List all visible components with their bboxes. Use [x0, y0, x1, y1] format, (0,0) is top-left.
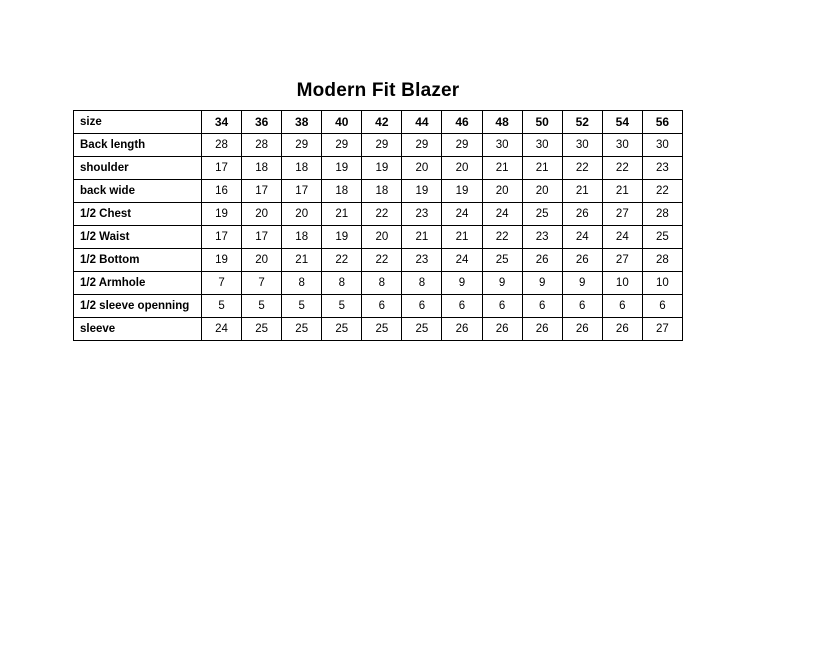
table-cell: 6: [362, 295, 402, 318]
table-cell: 19: [202, 249, 242, 272]
table-cell: 20: [362, 226, 402, 249]
table-cell: 30: [522, 134, 562, 157]
table-cell: 26: [482, 318, 522, 341]
table-row: [74, 180, 683, 203]
table-cell: 21: [282, 249, 322, 272]
table-cell: 21: [442, 226, 482, 249]
table-cell: 29: [402, 134, 442, 157]
table-cell: 21: [602, 180, 642, 203]
column-header-size: size: [74, 111, 202, 134]
table-cell: 25: [322, 318, 362, 341]
table-cell: 30: [642, 134, 682, 157]
row-header-label: 1/2 Waist: [74, 226, 202, 249]
table-cell: 6: [562, 295, 602, 318]
table-cell: 9: [482, 272, 522, 295]
table-cell: 10: [642, 272, 682, 295]
table-cell: 18: [282, 157, 322, 180]
table-cell: 6: [442, 295, 482, 318]
column-header-size-38: 38: [282, 111, 322, 134]
row-header-label: shoulder: [74, 157, 202, 180]
table-cell: 22: [362, 203, 402, 226]
page-title: Modern Fit Blazer: [296, 80, 460, 101]
table-cell: 18: [282, 226, 322, 249]
table-cell: 18: [242, 157, 282, 180]
table-header: [74, 111, 683, 134]
table-cell: 25: [642, 226, 682, 249]
table-cell: 28: [202, 134, 242, 157]
table-cell: 23: [402, 249, 442, 272]
table-cell: 26: [562, 249, 602, 272]
table-cell: 22: [322, 249, 362, 272]
table-cell: 19: [322, 226, 362, 249]
column-header-size-36: 36: [242, 111, 282, 134]
table-cell: 24: [442, 249, 482, 272]
table-cell: 25: [362, 318, 402, 341]
column-header-size-48: 48: [482, 111, 522, 134]
table-header-row: [74, 111, 683, 134]
column-header-size-42: 42: [362, 111, 402, 134]
table-cell: 17: [282, 180, 322, 203]
table-row: [74, 203, 683, 226]
table-cell: 27: [602, 203, 642, 226]
table-cell: 29: [282, 134, 322, 157]
table-cell: 6: [642, 295, 682, 318]
column-header-size-34: 34: [202, 111, 242, 134]
table-cell: 16: [202, 180, 242, 203]
table-cell: 27: [642, 318, 682, 341]
table-body: [74, 134, 683, 341]
table-cell: 27: [602, 249, 642, 272]
table-cell: 21: [322, 203, 362, 226]
table-cell: 19: [442, 180, 482, 203]
table-cell: 9: [562, 272, 602, 295]
table-cell: 22: [482, 226, 522, 249]
table-row: [74, 272, 683, 295]
table-cell: 25: [522, 203, 562, 226]
table-cell: 24: [482, 203, 522, 226]
table-cell: 24: [602, 226, 642, 249]
table-cell: 21: [482, 157, 522, 180]
table-cell: 20: [282, 203, 322, 226]
table-row: [74, 318, 683, 341]
table-cell: 5: [242, 295, 282, 318]
table-cell: 5: [322, 295, 362, 318]
table-cell: 18: [362, 180, 402, 203]
table-cell: 17: [242, 180, 282, 203]
table-cell: 8: [402, 272, 442, 295]
table-cell: 30: [482, 134, 522, 157]
table-cell: 5: [282, 295, 322, 318]
row-header-label: 1/2 Chest: [74, 203, 202, 226]
table-cell: 29: [362, 134, 402, 157]
table-cell: 5: [202, 295, 242, 318]
table-cell: 24: [442, 203, 482, 226]
table-cell: 20: [522, 180, 562, 203]
row-header-label: back wide: [74, 180, 202, 203]
table-cell: 21: [562, 180, 602, 203]
table-cell: 19: [402, 180, 442, 203]
column-header-size-50: 50: [522, 111, 562, 134]
table-row: [74, 226, 683, 249]
table-cell: 24: [562, 226, 602, 249]
table-cell: 25: [482, 249, 522, 272]
table-row: [74, 157, 683, 180]
table-cell: 26: [562, 318, 602, 341]
table-cell: 26: [442, 318, 482, 341]
table-cell: 28: [642, 203, 682, 226]
table-cell: 25: [402, 318, 442, 341]
column-header-size-54: 54: [602, 111, 642, 134]
table-cell: 17: [202, 226, 242, 249]
table-cell: 29: [442, 134, 482, 157]
table-row: [74, 295, 683, 318]
column-header-size-46: 46: [442, 111, 482, 134]
table-cell: 19: [322, 157, 362, 180]
table-cell: 20: [402, 157, 442, 180]
row-header-label: 1/2 sleeve openning: [74, 295, 202, 318]
table-cell: 24: [202, 318, 242, 341]
table-cell: 23: [522, 226, 562, 249]
table-cell: 22: [602, 157, 642, 180]
table-cell: 23: [642, 157, 682, 180]
table-cell: 17: [242, 226, 282, 249]
table-cell: 23: [402, 203, 442, 226]
table-cell: 20: [242, 203, 282, 226]
table-cell: 8: [362, 272, 402, 295]
table-cell: 26: [562, 203, 602, 226]
table-cell: 18: [322, 180, 362, 203]
table-cell: 9: [522, 272, 562, 295]
table-row: [74, 249, 683, 272]
table-cell: 9: [442, 272, 482, 295]
row-header-label: 1/2 Bottom: [74, 249, 202, 272]
table-cell: 26: [522, 249, 562, 272]
table-cell: 20: [442, 157, 482, 180]
table-cell: 19: [362, 157, 402, 180]
size-chart-table: [73, 110, 683, 341]
row-header-label: Back length: [74, 134, 202, 157]
column-header-size-40: 40: [322, 111, 362, 134]
table-cell: 25: [242, 318, 282, 341]
table-cell: 6: [522, 295, 562, 318]
table-cell: 22: [562, 157, 602, 180]
column-header-size-44: 44: [402, 111, 442, 134]
row-header-label: 1/2 Armhole: [74, 272, 202, 295]
table-cell: 7: [242, 272, 282, 295]
row-header-label: sleeve: [74, 318, 202, 341]
column-header-size-56: 56: [642, 111, 682, 134]
table-cell: 7: [202, 272, 242, 295]
table-cell: 17: [202, 157, 242, 180]
table-cell: 21: [402, 226, 442, 249]
table-cell: 29: [322, 134, 362, 157]
table-cell: 20: [242, 249, 282, 272]
table-cell: 30: [602, 134, 642, 157]
table-cell: 8: [282, 272, 322, 295]
table-cell: 26: [522, 318, 562, 341]
table-cell: 21: [522, 157, 562, 180]
table-cell: 20: [482, 180, 522, 203]
table-cell: 19: [202, 203, 242, 226]
table-cell: 30: [562, 134, 602, 157]
table-cell: 22: [362, 249, 402, 272]
table-row: [74, 134, 683, 157]
table-cell: 6: [602, 295, 642, 318]
table-cell: 8: [322, 272, 362, 295]
table-cell: 28: [642, 249, 682, 272]
table-cell: 28: [242, 134, 282, 157]
table-cell: 10: [602, 272, 642, 295]
column-header-size-52: 52: [562, 111, 602, 134]
table-cell: 26: [602, 318, 642, 341]
table-cell: 6: [482, 295, 522, 318]
size-chart-container: [73, 110, 683, 341]
table-cell: 6: [402, 295, 442, 318]
table-cell: 25: [282, 318, 322, 341]
table-cell: 22: [642, 180, 682, 203]
